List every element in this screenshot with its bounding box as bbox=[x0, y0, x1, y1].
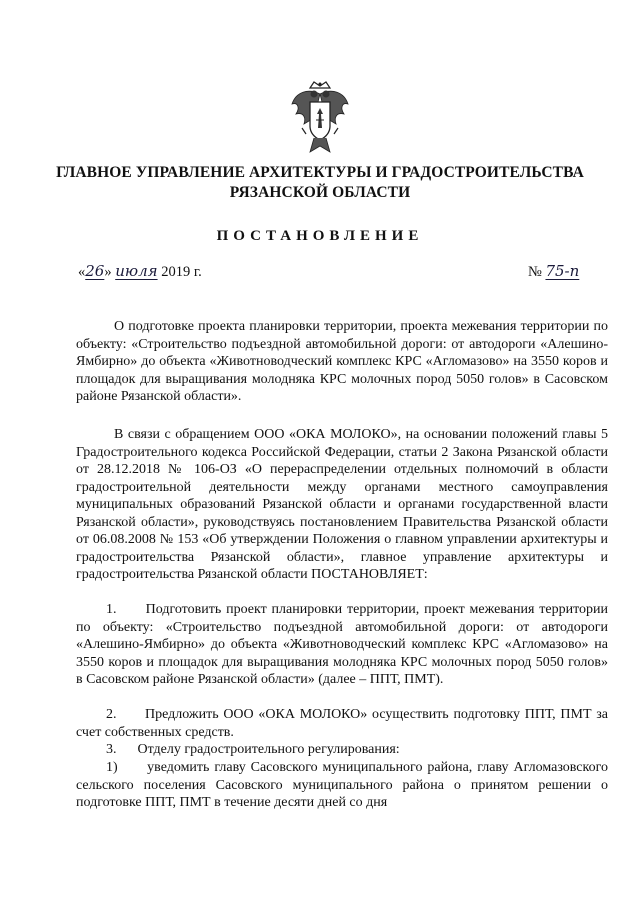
quote-close: » bbox=[104, 264, 112, 280]
date-day: 26 bbox=[85, 262, 105, 280]
quote-open: « bbox=[78, 264, 86, 280]
document-date bbox=[78, 262, 202, 281]
date-month: июля bbox=[115, 262, 158, 280]
item-3: 3. Отделу градостроительного регулирования: bbox=[106, 742, 400, 757]
org-name-line-2: РЯЗАНСКОЙ ОБЛАСТИ bbox=[229, 184, 411, 201]
document-title: ПОСТАНОВЛЕНИЕ bbox=[216, 228, 424, 244]
coat-of-arms-icon bbox=[288, 80, 352, 160]
number-value: 75-п bbox=[545, 262, 580, 280]
org-name-line-1: ГЛАВНОЕ УПРАВЛЕНИЕ АРХИТЕКТУРЫ И ГРАДОСТРОИТЕЛЬСТВА bbox=[56, 164, 584, 181]
item-3-sub-1: 1) уведомить главу Сасовского муниципального района, главу Агломазовского сельского поселения Сасовского муниципального района о принятом решении о подготовке ППТ, ПМТ в течение десяти дней со дня bbox=[76, 760, 608, 810]
number-prefix: № bbox=[528, 264, 542, 280]
item-2: 2. Предложить ООО «ОКА МОЛОКО» осуществить подготовку ППТ, ПМТ за счет собственных средств. bbox=[76, 707, 608, 740]
preamble-paragraph: В связи с обращением ООО «ОКА МОЛОКО», на основании положений главы 5 Градостроительного кодекса Российской Федерации, статьи 2 Закона Рязанской области от 28.12.2018 № 106-ОЗ «О перераспределении отдельных полномочий в области градостроительной деятельности между органами местного самоуправления муниципальных образований Рязанской области и органами государственной власти Рязанской области», руководствуясь постановлением Правительства Рязанской области от 06.08.2008 № 153 «Об утверждении Положения о главном управлении архитектуры и градостроительства Рязанской области», главное управление архитектуры и градостроительства Рязанской области ПОСТАНОВЛЯЕТ: bbox=[76, 427, 608, 582]
document-number bbox=[528, 262, 579, 281]
item-1: 1. Подготовить проект планировки территории, проект межевания территории по объекту: «Строительство подъездной автомобильной дороги: от автодороги «Алешино-Ямбирно» до объекта «Животноводческий комплекс КРС «Агломазово» на 3550 коров и площадок для выращивания молодняка КРС молочных пород 5050 голов» в Сасовском районе Рязанской области» (далее – ППТ, ПМТ). bbox=[76, 602, 608, 687]
date-year: 2019 г. bbox=[161, 264, 202, 280]
document-subject: О подготовке проекта планировки территории, проекта межевания территории по объекту: «Строительство подъездной автомобильной дороги: от автодороги «Алешино-Ямбирно» до объекта «Животноводческий комплекс КРС «Агломазово» на 3550 коров и площадок для выращивания молодняка КРС молочных пород 5050 голов» в Сасовском районе Рязанской области». bbox=[76, 319, 608, 404]
